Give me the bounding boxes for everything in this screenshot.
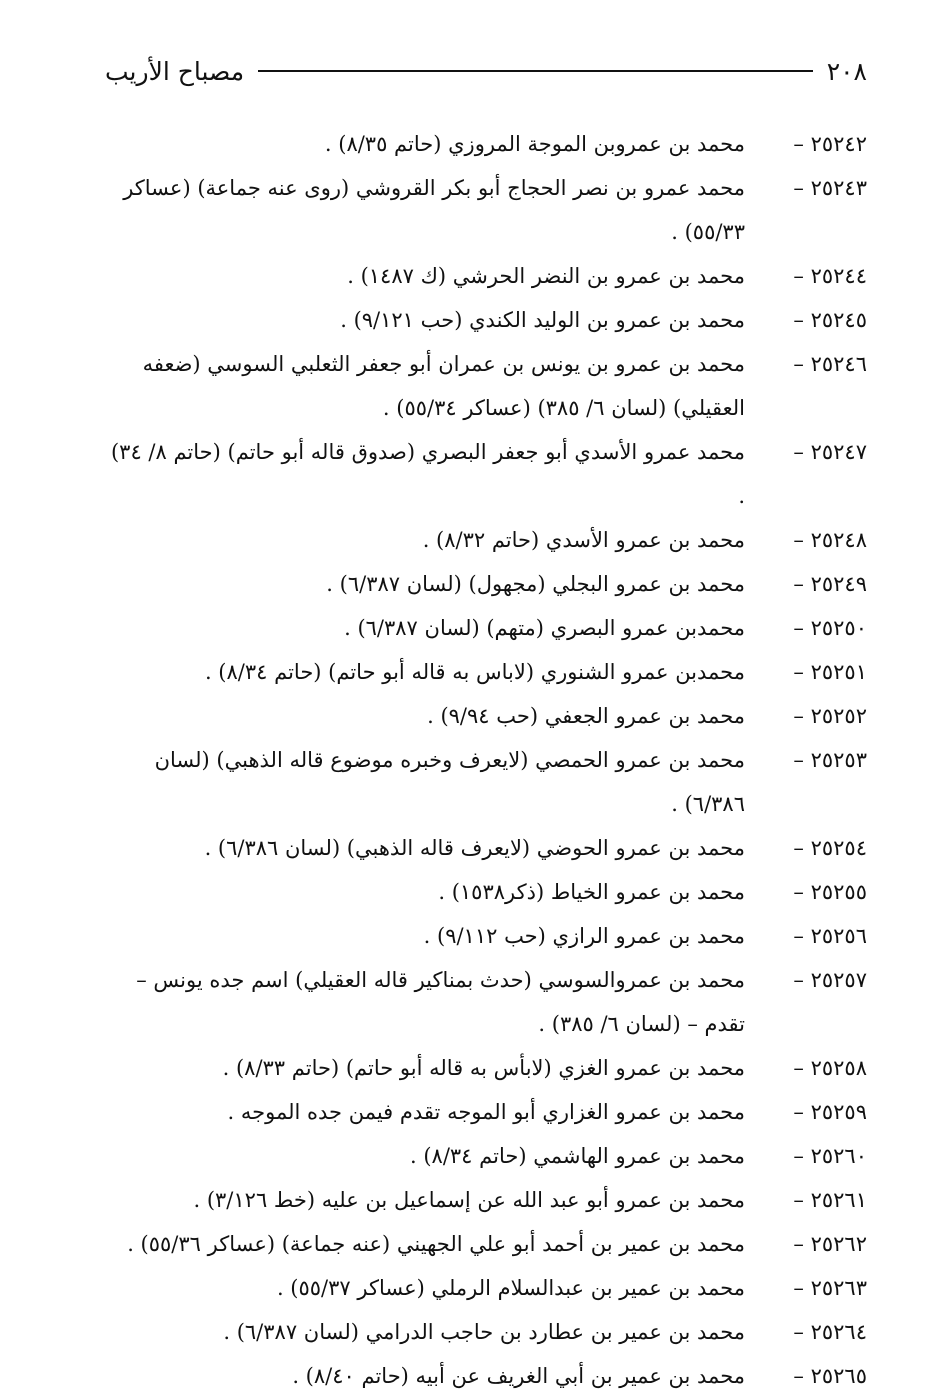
entry-text: محمد بن عمرو البجلي (مجهول) (لسان ٦/٣٨٧) . (326, 572, 745, 596)
list-item (105, 1266, 867, 1310)
list-item (105, 1222, 867, 1266)
entry-text: محمدبن عمرو الشنوري (لاباس به قاله أبو حاتم) (حاتم ٨/٣٤) . (204, 660, 745, 684)
book-title: مصباح الأريب (105, 56, 245, 86)
entry-text: محمد بن عمير بن عبدالسلام الرملي (عساكر ٥٥/٣٧) . (276, 1276, 745, 1300)
entry-text: محمد بن عمرو الأسدي (حاتم ٨/٣٢) . (422, 528, 745, 552)
list-item (105, 562, 867, 606)
entry-text: محمد عمرو الأسدي أبو جعفر البصري (صدوق قاله أبو حاتم) (حاتم ٨/ ٣٤) . (110, 440, 745, 508)
list-item (105, 254, 867, 298)
list-item (105, 1354, 867, 1398)
entry-number: ٢٥٢٤٦ – (793, 352, 867, 376)
list-item (105, 122, 867, 166)
entry-number: ٢٥٢٥٤ – (793, 836, 867, 860)
list-item (105, 738, 867, 826)
entry-number: ٢٥٢٤٨ – (793, 528, 867, 552)
entry-text: محمد بن عمرو الحمصي (لايعرف وخبره موضوع قاله الذهبي) (لسان ٦/٣٨٦) . (154, 748, 745, 816)
entry-number: ٢٥٢٤٥ – (793, 308, 867, 332)
entry-number: ٢٥٢٤٤ – (793, 264, 867, 288)
entry-list (105, 122, 867, 1398)
list-item (105, 1046, 867, 1090)
entry-number: ٢٥٢٥٣ – (793, 748, 867, 772)
list-item (105, 694, 867, 738)
entry-number: ٢٥٢٤٧ – (793, 440, 867, 464)
entry-number: ٢٥٢٥١ – (793, 660, 867, 684)
entry-number: ٢٥٢٥٢ – (793, 704, 867, 728)
header-rule (258, 70, 813, 72)
entry-text: محمد عمرو بن نصر الحجاج أبو بكر القروشي (روى عنه جماعة) (عساكر ٥٥/٣٣) . (123, 176, 745, 244)
entry-number: ٢٥٢٦٢ – (793, 1232, 867, 1256)
list-item (105, 1178, 867, 1222)
entry-text: محمد بن عمروبن الموجة المروزي (حاتم ٨/٣٥) . (324, 132, 745, 156)
entry-number: ٢٥٢٥٥ – (793, 880, 867, 904)
entry-number: ٢٥٢٦١ – (793, 1188, 867, 1212)
list-item (105, 518, 867, 562)
entry-number: ٢٥٢٥٩ – (793, 1100, 867, 1124)
entry-number: ٢٥٢٥٨ – (793, 1056, 867, 1080)
list-item (105, 298, 867, 342)
list-item (105, 166, 867, 254)
list-item (105, 870, 867, 914)
entry-number: ٢٥٢٦٤ – (793, 1320, 867, 1344)
list-item (105, 430, 867, 518)
entry-number: ٢٥٢٦٥ – (793, 1364, 867, 1388)
list-item (105, 1090, 867, 1134)
entry-number: ٢٥٢٦٣ – (793, 1276, 867, 1300)
list-item (105, 1310, 867, 1354)
list-item (105, 342, 867, 430)
entry-text: محمد بن عمرو بن النضر الحرشي (ك ١٤٨٧) . (347, 264, 745, 288)
entry-text: محمد بن عمرو بن يونس بن عمران أبو جعفر الثعلبي السوسي (ضعفه العقيلي) (لسان ٦/ ٣٨٥) (عساكر ٥٥/٣٤) . (142, 352, 745, 420)
list-item (105, 914, 867, 958)
list-item (105, 650, 867, 694)
entry-text: محمد بن عمرو الغزاري أبو الموجه تقدم فيمن جده الموجه . (227, 1100, 745, 1124)
entry-text: محمد بن عمروالسوسي (حدث بمناكير قاله العقيلي) اسم جده يونس – تقدم – (لسان ٦/ ٣٨٥) . (136, 968, 745, 1036)
entry-text: محمد بن عمرو الجعفي (حب ٩/٩٤) . (427, 704, 745, 728)
entry-text: محمد بن عمير بن أبي الغريف عن أبيه (حاتم ٨/٤٠) . (292, 1364, 745, 1388)
entry-text: محمد بن عمرو بن الوليد الكندي (حب ٩/١٢١) . (340, 308, 745, 332)
entry-number: ٢٥٢٦٠ – (793, 1144, 867, 1168)
entry-number: ٢٥٢٥٦ – (793, 924, 867, 948)
entry-text: محمد بن عمرو الخياط (ذكر١٥٣٨) . (438, 880, 745, 904)
entry-number: ٢٥٢٤٢ – (793, 132, 867, 156)
entry-text: محمد بن عمرو الحوضي (لايعرف قاله الذهبي) (لسان ٦/٣٨٦) . (204, 836, 745, 860)
entry-number: ٢٥٢٤٩ – (793, 572, 867, 596)
entry-text: محمد بن عمرو الهاشمي (حاتم ٨/٣٤) . (410, 1144, 745, 1168)
entry-text: محمدبن عمرو البصري (متهم) (لسان ٦/٣٨٧) . (344, 616, 745, 640)
entry-number: ٢٥٢٤٣ – (793, 176, 867, 200)
entry-text: محمد بن عمير بن أحمد أبو علي الجهيني (عنه جماعة) (عساكر ٥٥/٣٦) . (127, 1232, 745, 1256)
entry-text: محمد بن عمرو الغزي (لابأس به قاله أبو حاتم) (حاتم ٨/٣٣) . (222, 1056, 745, 1080)
entry-number: ٢٥٢٥٠ – (793, 616, 867, 640)
entry-text: محمد بن عمرو الرازي (حب ٩/١١٢) . (423, 924, 745, 948)
list-item (105, 606, 867, 650)
entry-text: محمد بن عمير بن عطارد بن حاجب الدرامي (لسان ٦/٣٨٧) . (223, 1320, 745, 1344)
page-header (105, 48, 867, 94)
entry-text: محمد بن عمرو أبو عبد الله عن إسماعيل بن عليه (خط ٣/١٢٦) . (193, 1188, 745, 1212)
list-item (105, 826, 867, 870)
list-item (105, 1134, 867, 1178)
page-number: ٢٠٨ (826, 56, 867, 86)
list-item (105, 958, 867, 1046)
entry-number: ٢٥٢٥٧ – (793, 968, 867, 992)
